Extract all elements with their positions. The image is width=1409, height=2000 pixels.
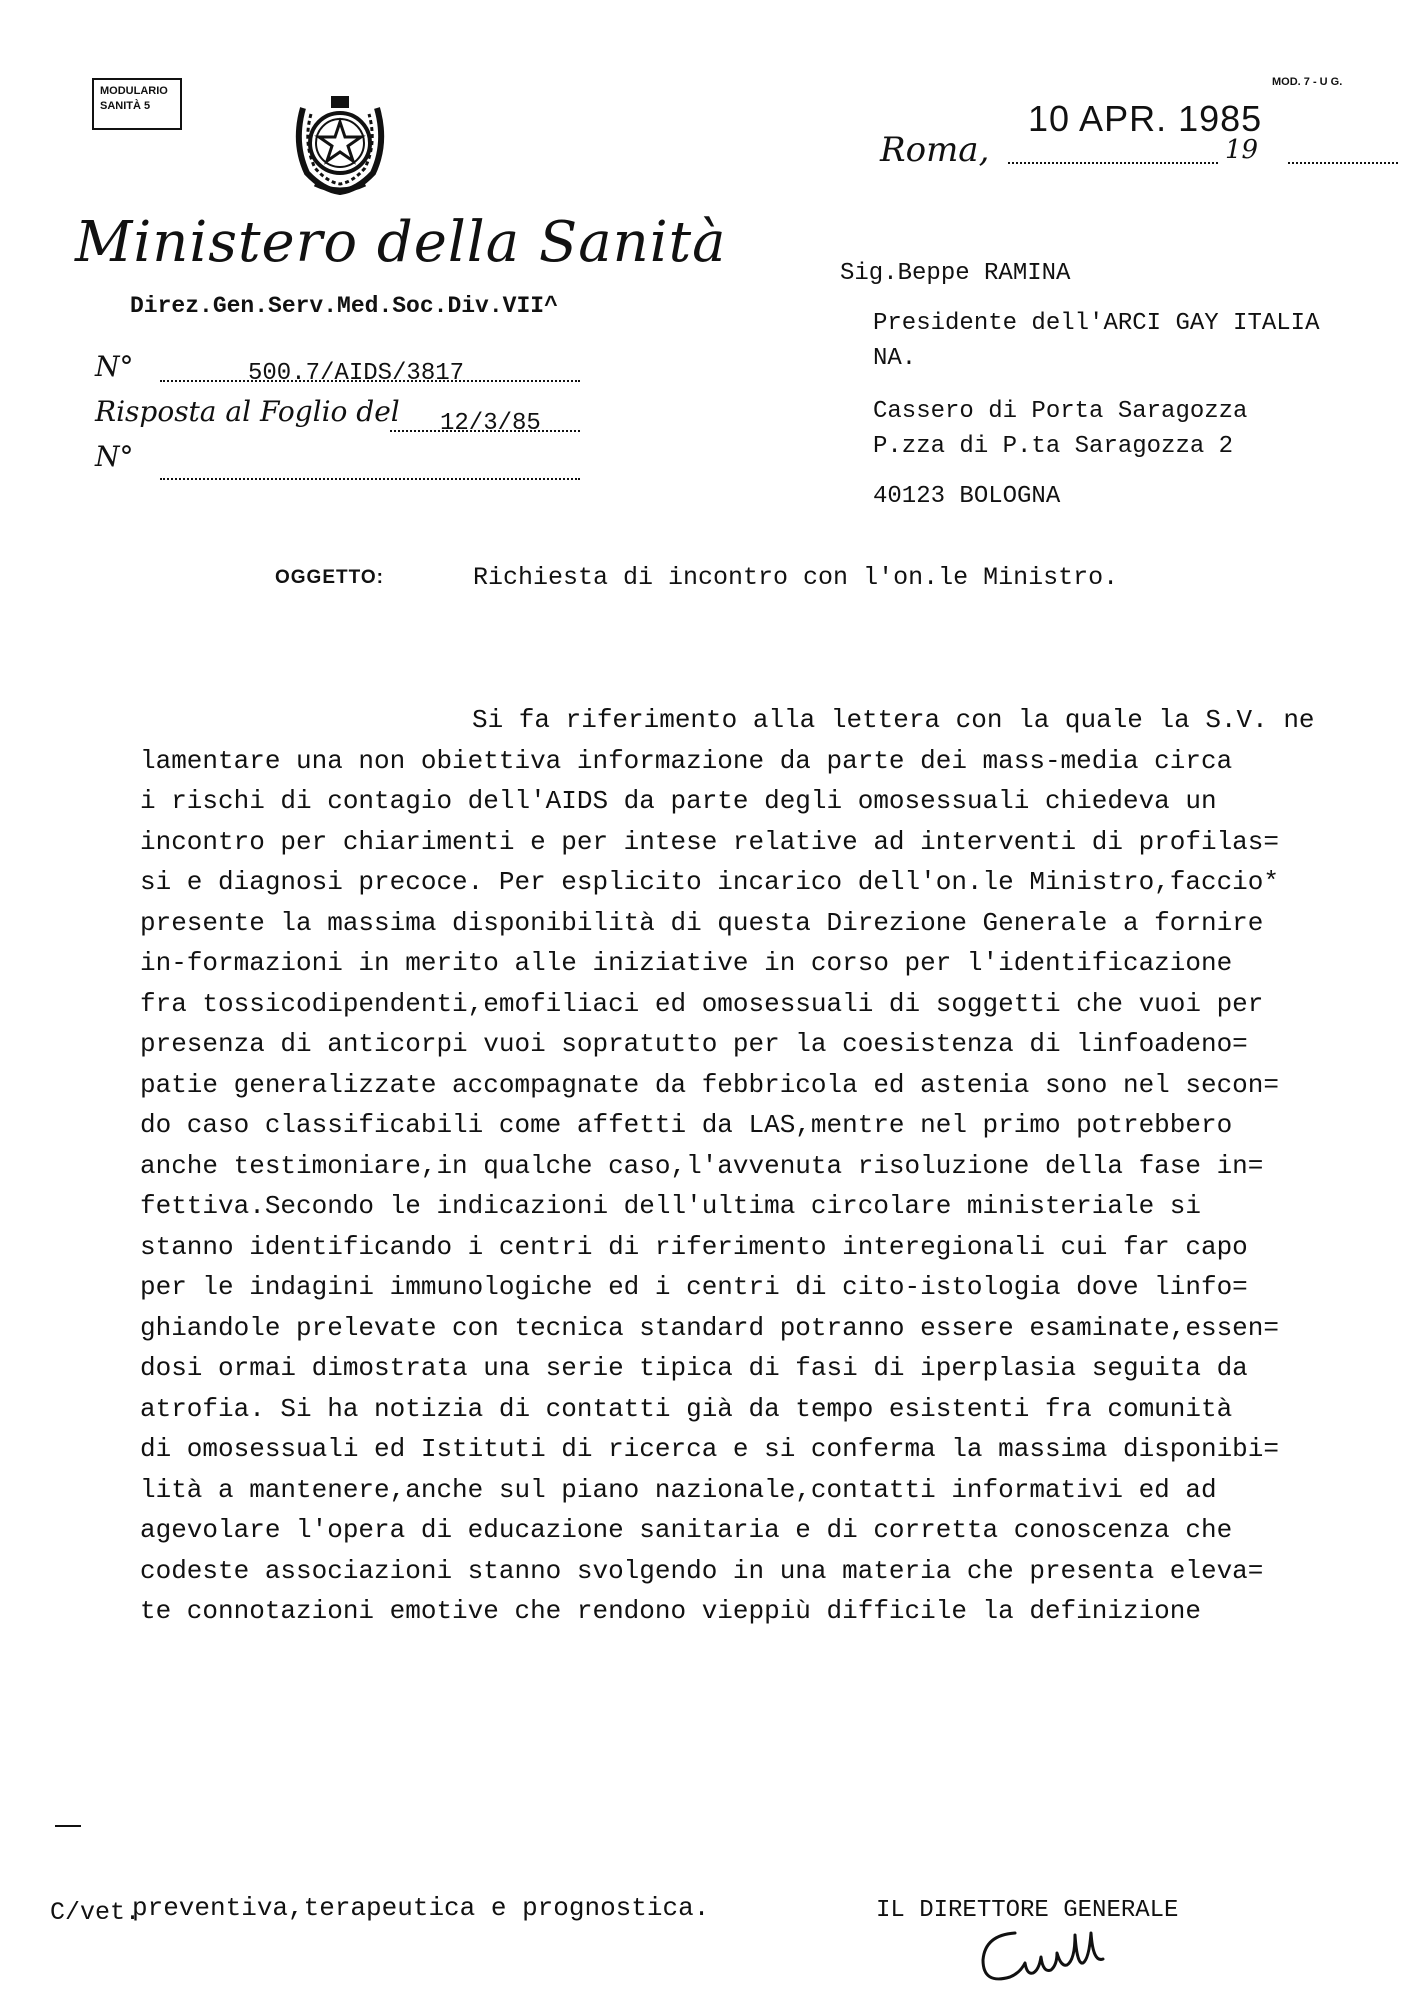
typist-initials: C/vet. — [50, 1898, 141, 1927]
modulario-line: SANITÀ 5 — [100, 100, 151, 112]
second-number-label: N° — [95, 440, 134, 473]
dotted-rule — [160, 478, 580, 480]
modulario-box — [92, 78, 182, 130]
italian-republic-emblem-icon — [285, 88, 395, 198]
body-line: atrofia. Si ha notizia di contatti già da tempo esistenti fra comunità — [140, 1393, 1233, 1424]
body-line: patie generalizzate accompagnate da febbricola ed astenia sono nel secon= — [140, 1069, 1279, 1100]
reply-label: Risposta al Foglio del — [95, 395, 400, 428]
recipient-name: Sig.Beppe RAMINA — [840, 260, 1071, 287]
recipient-title-cont: NA. — [873, 345, 917, 372]
body-line: te connotazioni emotive che rendono vieppiù difficile la definizione — [140, 1596, 1201, 1626]
letter-body — [140, 700, 1380, 1632]
date-stamp: 10 APR. 1985 — [1028, 98, 1263, 139]
body-line: lità a mantenere,anche sul piano nazionale,contatti informativi ed ad — [140, 1474, 1217, 1505]
body-line: ghiandole prelevate con tecnica standard potranno essere esaminate,essen= — [140, 1312, 1279, 1343]
body-line: per le indagini immunologiche ed i centri di cito-istologia dove linfo= — [140, 1272, 1248, 1302]
body-line: lamentare una non obiettiva informazione da parte dei mass-media circa — [140, 745, 1233, 776]
body-line: do caso classificabili come affetti da LAS,mentre nel primo potrebbero — [140, 1110, 1233, 1140]
body-line: di omosessuali ed Istituti di ricerca e si conferma la massima disponibi= — [140, 1434, 1279, 1464]
handwritten-signature-icon — [975, 1915, 1125, 1995]
subject-label: OGGETTO: — [275, 567, 384, 588]
division-line: Direz.Gen.Serv.Med.Soc.Div.VII^ — [130, 293, 558, 319]
protocol-label: N° — [95, 350, 134, 383]
body-line: agevolare l'opera di educazione sanitaria e di corretta conoscenza che — [140, 1515, 1233, 1545]
recipient-address: Cassero di Porta Saragozza — [873, 398, 1248, 425]
body-line: incontro per chiarimenti e per intese relative ad interventi di profilas= — [140, 826, 1279, 857]
place: Roma, — [880, 130, 990, 170]
body-line: si e diagnosi precoce. Per esplicito incarico dell'on.le Ministro,faccio* — [140, 867, 1279, 897]
subject-text: Richiesta di incontro con l'on.le Ministro. — [473, 563, 1119, 592]
body-line: dosi ormai dimostrata una serie tipica di fasi di iperplasia seguita da — [140, 1353, 1248, 1383]
signer-title: IL DIRETTORE GENERALE — [876, 1897, 1179, 1924]
recipient-address: P.zza di P.ta Saragozza 2 — [873, 433, 1234, 460]
body-line: fra tossicodipendenti,emofiliaci ed omosessuali di soggetti che vuoi per — [140, 988, 1264, 1019]
year-prefix: 19 — [1225, 135, 1259, 165]
reply-reference-row — [95, 395, 400, 428]
body-line: stanno identificando i centri di riferimento interegionali cui far capo — [140, 1231, 1248, 1262]
form-code: MOD. 7 - U G. — [1272, 76, 1343, 88]
body-line: presente la massima disponibilità di questa Direzione Generale a fornire — [140, 907, 1264, 938]
body-line: codeste associazioni stanno svolgendo in una materia che presenta eleva= — [140, 1555, 1264, 1586]
protocol-number-row — [95, 350, 134, 383]
recipient-city: 40123 BOLOGNA — [873, 483, 1061, 510]
body-line: Si fa riferimento alla lettera con la quale la S.V. ne — [472, 705, 1315, 735]
body-line: anche testimoniare,in qualche caso,l'avvenuta risoluzione della fase in= — [140, 1150, 1264, 1181]
modulario-line: MODULARIO — [100, 85, 168, 97]
dotted-rule — [1288, 162, 1398, 164]
body-line: i rischi di contagio dell'AIDS da parte degli omosessuali chiedeva un — [140, 786, 1217, 816]
body-line: fettiva.Secondo le indicazioni dell'ultima circolare ministeriale si — [140, 1191, 1201, 1221]
second-number-row — [95, 440, 134, 473]
body-line: presenza di anticorpi vuoi sopratutto per la coesistenza di linfoadeno= — [140, 1029, 1248, 1059]
body-line: in-formazioni in merito alle iniziative in corso per l'identificazione — [140, 948, 1233, 978]
closing-line: preventiva,terapeutica e prognostica. — [132, 1893, 710, 1923]
margin-dash — [55, 1825, 81, 1827]
protocol-number: 500.7/AIDS/3817 — [248, 360, 465, 387]
reply-date: 12/3/85 — [440, 410, 541, 437]
recipient-title: Presidente dell'ARCI GAY ITALIA — [873, 310, 1320, 337]
dotted-rule — [1008, 162, 1218, 164]
ministry-name: Ministero della Sanità — [75, 210, 727, 275]
